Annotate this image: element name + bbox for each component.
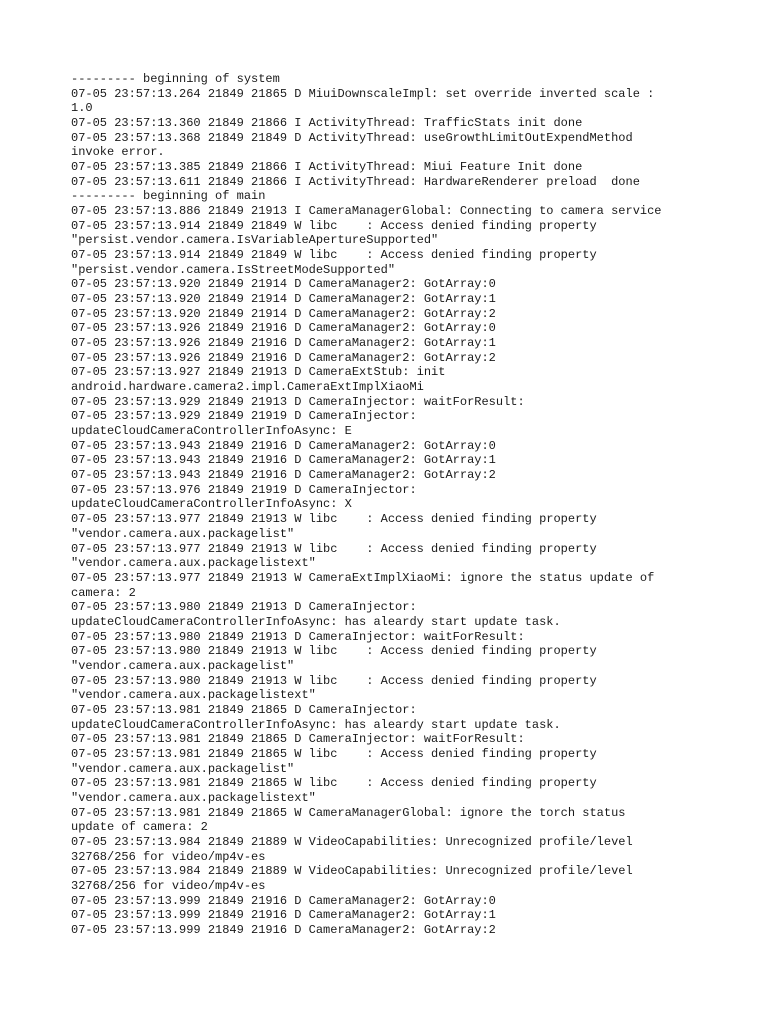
log-line: updateCloudCameraControllerInfoAsync: X: [71, 497, 352, 512]
log-line: 07-05 23:57:13.977 21849 21913 W libc : Access denied finding property: [71, 541, 597, 556]
log-line: update of camera: 2: [71, 820, 208, 835]
log-line: 07-05 23:57:13.920 21849 21914 D CameraManager2: GotArray:1: [71, 292, 496, 307]
log-line: android.hardware.camera2.impl.CameraExtImplXiaoMi: [71, 380, 424, 395]
log-line: 1.0: [71, 101, 93, 116]
log-line: 07-05 23:57:13.999 21849 21916 D CameraManager2: GotArray:0: [71, 893, 496, 908]
log-line: 07-05 23:57:13.926 21849 21916 D CameraManager2: GotArray:1: [71, 336, 496, 351]
log-line: 07-05 23:57:13.920 21849 21914 D CameraManager2: GotArray:0: [71, 277, 496, 292]
log-line: 07-05 23:57:13.368 21849 21849 D ActivityThread: useGrowthLimitOutExpendMethod: [71, 130, 633, 145]
log-line: camera: 2: [71, 585, 136, 600]
log-line: 32768/256 for video/mp4v-es: [71, 878, 266, 893]
log-line: 07-05 23:57:13.976 21849 21919 D CameraInjector:: [71, 482, 417, 497]
log-line: "persist.vendor.camera.IsStreetModeSupported": [71, 262, 396, 277]
log-line: 07-05 23:57:13.981 21849 21865 W libc : Access denied finding property: [71, 746, 597, 761]
log-line: --------- beginning of system: [71, 72, 280, 86]
log-line: "vendor.camera.aux.packagelist": [71, 526, 295, 541]
log-line: 07-05 23:57:13.984 21849 21889 W VideoCapabilities: Unrecognized profile/level: [71, 864, 633, 879]
log-line: 07-05 23:57:13.981 21849 21865 D CameraInjector: waitForResult:: [71, 732, 525, 747]
log-line: 07-05 23:57:13.981 21849 21865 D CameraInjector:: [71, 702, 417, 717]
log-line: 07-05 23:57:13.977 21849 21913 W libc : Access denied finding property: [71, 512, 597, 527]
log-line: 07-05 23:57:13.977 21849 21913 W CameraExtImplXiaoMi: ignore the status update of: [71, 570, 655, 585]
log-line: "vendor.camera.aux.packagelist": [71, 658, 295, 673]
log-line: "vendor.camera.aux.packagelistext": [71, 790, 316, 805]
log-line: --------- beginning of main: [71, 189, 266, 204]
log-line: "vendor.camera.aux.packagelistext": [71, 688, 316, 703]
log-line: 07-05 23:57:13.914 21849 21849 W libc : Access denied finding property: [71, 218, 597, 233]
log-line: "vendor.camera.aux.packagelist": [71, 761, 295, 776]
log-line: 07-05 23:57:13.929 21849 21913 D CameraInjector: waitForResult:: [71, 394, 525, 409]
log-line: 07-05 23:57:13.886 21849 21913 I CameraManagerGlobal: Connecting to camera service: [71, 204, 662, 219]
log-line: 07-05 23:57:13.920 21849 21914 D CameraManager2: GotArray:2: [71, 306, 496, 321]
log-line: 07-05 23:57:13.980 21849 21913 W libc : Access denied finding property: [71, 644, 597, 659]
log-line: 32768/256 for video/mp4v-es: [71, 849, 266, 864]
log-line: 07-05 23:57:13.999 21849 21916 D CameraManager2: GotArray:2: [71, 922, 496, 937]
log-line: 07-05 23:57:13.929 21849 21919 D CameraInjector:: [71, 409, 417, 424]
log-line: 07-05 23:57:13.914 21849 21849 W libc : Access denied finding property: [71, 248, 597, 263]
log-line: 07-05 23:57:13.926 21849 21916 D CameraManager2: GotArray:2: [71, 350, 496, 365]
log-line: updateCloudCameraControllerInfoAsync: has aleardy start update task.: [71, 614, 561, 629]
log-line: 07-05 23:57:13.981 21849 21865 W libc : Access denied finding property: [71, 776, 597, 791]
log-line: 07-05 23:57:13.927 21849 21913 D CameraExtStub: init: [71, 365, 446, 380]
log-line: invoke error.: [71, 145, 165, 160]
log-line: 07-05 23:57:13.981 21849 21865 W CameraManagerGlobal: ignore the torch status: [71, 805, 626, 820]
log-line: 07-05 23:57:13.926 21849 21916 D CameraManager2: GotArray:0: [71, 321, 496, 336]
log-line: 07-05 23:57:13.980 21849 21913 D CameraInjector: waitForResult:: [71, 629, 525, 644]
log-line: 07-05 23:57:13.980 21849 21913 W libc : Access denied finding property: [71, 673, 597, 688]
log-line: updateCloudCameraControllerInfoAsync: has aleardy start update task.: [71, 717, 561, 732]
log-line: 07-05 23:57:13.984 21849 21889 W VideoCapabilities: Unrecognized profile/level: [71, 834, 633, 849]
log-line: 07-05 23:57:13.943 21849 21916 D CameraManager2: GotArray:0: [71, 438, 496, 453]
log-line: 07-05 23:57:13.385 21849 21866 I ActivityThread: Miui Feature Init done: [71, 160, 583, 175]
log-line: 07-05 23:57:13.611 21849 21866 I ActivityThread: HardwareRenderer preload done: [71, 174, 640, 189]
log-line: 07-05 23:57:13.264 21849 21865 D MiuiDownscaleImpl: set override inverted scale :: [71, 86, 655, 101]
log-document: [71, 72, 711, 938]
log-line: 07-05 23:57:13.943 21849 21916 D CameraManager2: GotArray:1: [71, 453, 496, 468]
log-line: 07-05 23:57:13.999 21849 21916 D CameraManager2: GotArray:1: [71, 908, 496, 923]
log-line: 07-05 23:57:13.360 21849 21866 I ActivityThread: TrafficStats init done: [71, 116, 583, 131]
log-line: 07-05 23:57:13.980 21849 21913 D CameraInjector:: [71, 600, 417, 615]
log-line: "vendor.camera.aux.packagelistext": [71, 556, 316, 571]
log-line: "persist.vendor.camera.IsVariableApertureSupported": [71, 233, 439, 248]
log-line: updateCloudCameraControllerInfoAsync: E: [71, 424, 352, 439]
log-line: 07-05 23:57:13.943 21849 21916 D CameraManager2: GotArray:2: [71, 468, 496, 483]
